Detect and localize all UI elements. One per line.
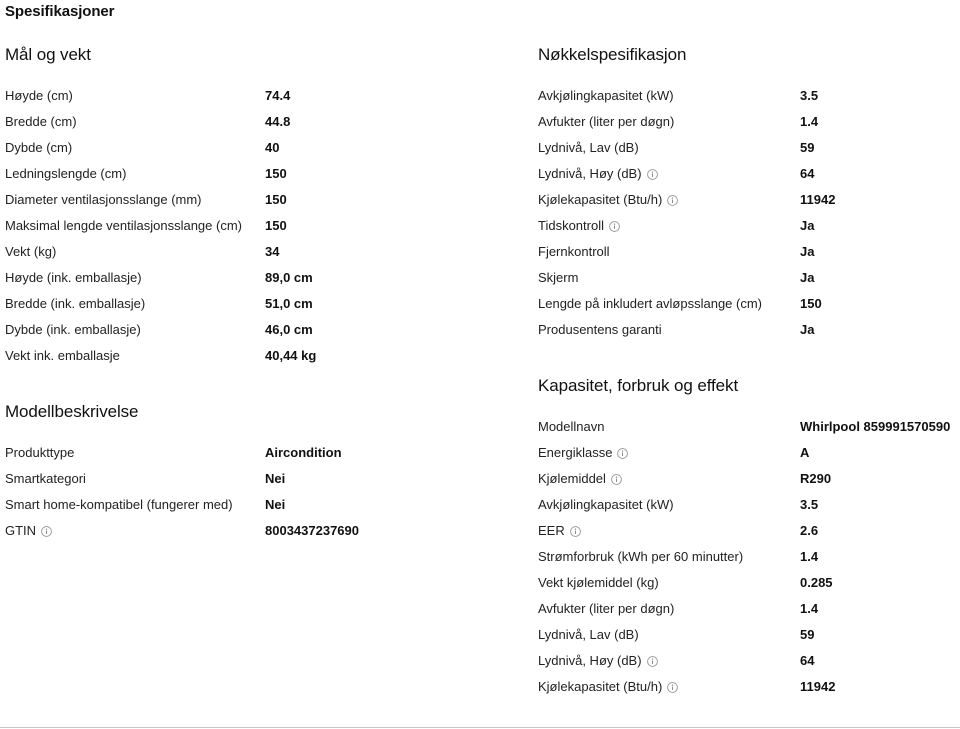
spec-list	[5, 440, 528, 544]
spec-label-text: Tidskontroll	[538, 218, 604, 233]
spec-label-text: Vekt kjølemiddel (kg)	[538, 575, 659, 590]
info-icon[interactable]	[647, 656, 658, 667]
spec-label-text: Lydnivå, Lav (dB)	[538, 140, 639, 155]
spec-row	[5, 492, 528, 518]
spec-value: Ja	[800, 270, 815, 285]
spec-row	[538, 135, 960, 161]
spec-row	[5, 440, 528, 466]
spec-label	[5, 440, 265, 466]
info-icon[interactable]	[647, 169, 658, 180]
spec-value: 150	[265, 166, 287, 181]
spec-label	[538, 414, 800, 440]
spec-row	[5, 161, 528, 187]
specifications-column-left	[0, 44, 528, 544]
spec-value: 51,0 cm	[265, 296, 313, 311]
spec-label	[538, 291, 800, 317]
spec-label-text: Skjerm	[538, 270, 579, 285]
spec-value: 44.8	[265, 114, 291, 129]
spec-value: 34	[265, 244, 280, 259]
spec-label-text: Bredde (cm)	[5, 114, 77, 129]
spec-label-text: Lydnivå, Lav (dB)	[538, 627, 639, 642]
spec-label-text: Kjølekapasitet (Btu/h)	[538, 679, 663, 694]
spec-label	[538, 83, 800, 109]
spec-label	[5, 187, 265, 213]
spec-label-text: Smart home-kompatibel (fungerer med)	[5, 497, 233, 512]
spec-row	[538, 83, 960, 109]
spec-label	[5, 518, 265, 544]
spec-row	[5, 187, 528, 213]
spec-label	[538, 596, 800, 622]
spec-row	[5, 83, 528, 109]
spec-label-text: Avkjølingkapasitet (kW)	[538, 497, 674, 512]
spec-label	[5, 291, 265, 317]
specifications-columns	[0, 44, 960, 700]
info-icon[interactable]	[570, 526, 581, 537]
spec-section	[5, 401, 528, 544]
spec-list	[538, 83, 960, 343]
spec-value: 64	[800, 166, 815, 181]
spec-label	[538, 648, 800, 674]
spec-value: R290	[800, 471, 832, 486]
section-title: Nøkkelspesifikasjon	[538, 45, 687, 64]
spec-label-text: Bredde (ink. emballasje)	[5, 296, 146, 311]
spec-label-text: Kjølekapasitet (Btu/h)	[538, 192, 663, 207]
info-icon[interactable]	[667, 682, 678, 693]
spec-value: Aircondition	[265, 445, 342, 460]
spec-value: Ja	[800, 218, 815, 233]
spec-label	[538, 440, 800, 466]
spec-label	[538, 518, 800, 544]
spec-row	[538, 317, 960, 343]
spec-label-text: Fjernkontroll	[538, 244, 610, 259]
spec-value: 11942	[800, 679, 836, 694]
spec-value: 0.285	[800, 575, 833, 590]
spec-value: 46,0 cm	[265, 322, 313, 337]
spec-label-text: Vekt (kg)	[5, 244, 57, 259]
spec-list	[538, 414, 960, 700]
spec-label	[538, 187, 800, 213]
spec-label	[5, 492, 265, 518]
spec-row	[538, 440, 960, 466]
spec-label	[538, 466, 800, 492]
spec-value: 3.5	[800, 88, 819, 103]
page-title: Spesifikasjoner	[5, 3, 115, 20]
spec-value: A	[800, 445, 810, 460]
spec-label-text: Avfukter (liter per døgn)	[538, 601, 675, 616]
spec-row	[538, 109, 960, 135]
spec-label-text: Maksimal lengde ventilasjonsslange (cm)	[5, 218, 242, 233]
spec-label	[5, 317, 265, 343]
spec-label-text: Høyde (cm)	[5, 88, 73, 103]
bottom-divider	[0, 727, 960, 728]
spec-row	[5, 291, 528, 317]
spec-label	[538, 317, 800, 343]
spec-label	[5, 239, 265, 265]
spec-row	[5, 239, 528, 265]
spec-value: 150	[265, 192, 287, 207]
spec-row	[5, 265, 528, 291]
spec-value: 3.5	[800, 497, 819, 512]
spec-label-text: Lengde på inkludert avløpsslange (cm)	[538, 296, 763, 311]
spec-label	[538, 161, 800, 187]
spec-value: Whirlpool 859991570590	[800, 419, 951, 434]
spec-label-text: Modellnavn	[538, 419, 605, 434]
spec-label	[538, 674, 800, 700]
spec-label	[538, 622, 800, 648]
spec-label-text: Lydnivå, Høy (dB)	[538, 653, 642, 668]
info-icon[interactable]	[609, 221, 620, 232]
spec-label-text: Strømforbruk (kWh per 60 minutter)	[538, 549, 744, 564]
spec-label	[5, 161, 265, 187]
spec-label	[538, 135, 800, 161]
spec-row	[5, 317, 528, 343]
spec-label-text: Dybde (cm)	[5, 140, 73, 155]
spec-value: Nei	[265, 471, 286, 486]
spec-label-text: Diameter ventilasjonsslange (mm)	[5, 192, 202, 207]
spec-row	[5, 466, 528, 492]
spec-label-text: GTIN	[5, 523, 37, 538]
spec-label	[5, 466, 265, 492]
spec-row	[538, 674, 960, 700]
spec-value: 150	[800, 296, 822, 311]
spec-value: Ja	[800, 322, 815, 337]
spec-row	[538, 161, 960, 187]
spec-label-text: Vekt ink. emballasje	[5, 348, 120, 363]
spec-value: Ja	[800, 244, 815, 259]
spec-section	[538, 375, 960, 700]
spec-label-text: Lydnivå, Høy (dB)	[538, 166, 642, 181]
spec-label-text: Avkjølingkapasitet (kW)	[538, 88, 674, 103]
spec-row	[538, 291, 960, 317]
spec-label-text: Energiklasse	[538, 445, 613, 460]
info-icon[interactable]	[611, 474, 622, 485]
spec-label-text: Avfukter (liter per døgn)	[538, 114, 675, 129]
spec-label	[538, 109, 800, 135]
spec-label	[5, 343, 265, 369]
spec-label	[5, 83, 265, 109]
spec-row	[5, 343, 528, 369]
info-icon[interactable]	[41, 526, 52, 537]
spec-row	[5, 135, 528, 161]
spec-value: 11942	[800, 192, 836, 207]
spec-value: 74.4	[265, 88, 291, 103]
spec-row	[538, 648, 960, 674]
section-title: Mål og vekt	[5, 45, 91, 64]
spec-label-text: Ledningslengde (cm)	[5, 166, 127, 181]
spec-row	[5, 213, 528, 239]
spec-row	[538, 622, 960, 648]
spec-value: 89,0 cm	[265, 270, 313, 285]
spec-row	[538, 213, 960, 239]
spec-value: 40	[265, 140, 280, 155]
spec-label	[538, 239, 800, 265]
spec-list	[5, 83, 528, 369]
specifications-column-right	[528, 44, 960, 700]
spec-label	[5, 109, 265, 135]
spec-value: 1.4	[800, 601, 819, 616]
spec-value: 59	[800, 627, 815, 642]
spec-label	[538, 265, 800, 291]
spec-value: 2.6	[800, 523, 819, 538]
spec-row	[538, 544, 960, 570]
spec-row	[538, 187, 960, 213]
spec-label	[538, 570, 800, 596]
spec-label	[5, 135, 265, 161]
spec-label-text: Dybde (ink. emballasje)	[5, 322, 141, 337]
spec-row	[5, 518, 528, 544]
spec-value: 1.4	[800, 114, 819, 129]
spec-label	[538, 492, 800, 518]
spec-value: 40,44 kg	[265, 348, 317, 363]
spec-row	[538, 570, 960, 596]
spec-row	[538, 466, 960, 492]
section-title: Kapasitet, forbruk og effekt	[538, 376, 739, 395]
spec-row	[538, 414, 960, 440]
spec-row	[538, 596, 960, 622]
info-icon[interactable]	[667, 195, 678, 206]
spec-value: 1.4	[800, 549, 819, 564]
spec-label-text: Smartkategori	[5, 471, 86, 486]
spec-label-text: EER	[538, 523, 565, 538]
spec-label	[5, 213, 265, 239]
spec-row	[538, 265, 960, 291]
section-title: Modellbeskrivelse	[5, 402, 139, 421]
spec-row	[538, 518, 960, 544]
spec-section	[5, 44, 528, 369]
info-icon[interactable]	[617, 448, 628, 459]
spec-row	[5, 109, 528, 135]
spec-row	[538, 492, 960, 518]
spec-section	[538, 44, 960, 343]
spec-label-text: Produsentens garanti	[538, 322, 662, 337]
spec-row	[538, 239, 960, 265]
spec-label-text: Kjølemiddel	[538, 471, 606, 486]
spec-label	[538, 544, 800, 570]
spec-value: 64	[800, 653, 815, 668]
spec-value: 59	[800, 140, 815, 155]
spec-label-text: Høyde (ink. emballasje)	[5, 270, 142, 285]
spec-label	[538, 213, 800, 239]
spec-value: 150	[265, 218, 287, 233]
spec-label-text: Produkttype	[5, 445, 75, 460]
spec-label	[5, 265, 265, 291]
spec-value: Nei	[265, 497, 286, 512]
spec-value: 8003437237690	[265, 523, 359, 538]
